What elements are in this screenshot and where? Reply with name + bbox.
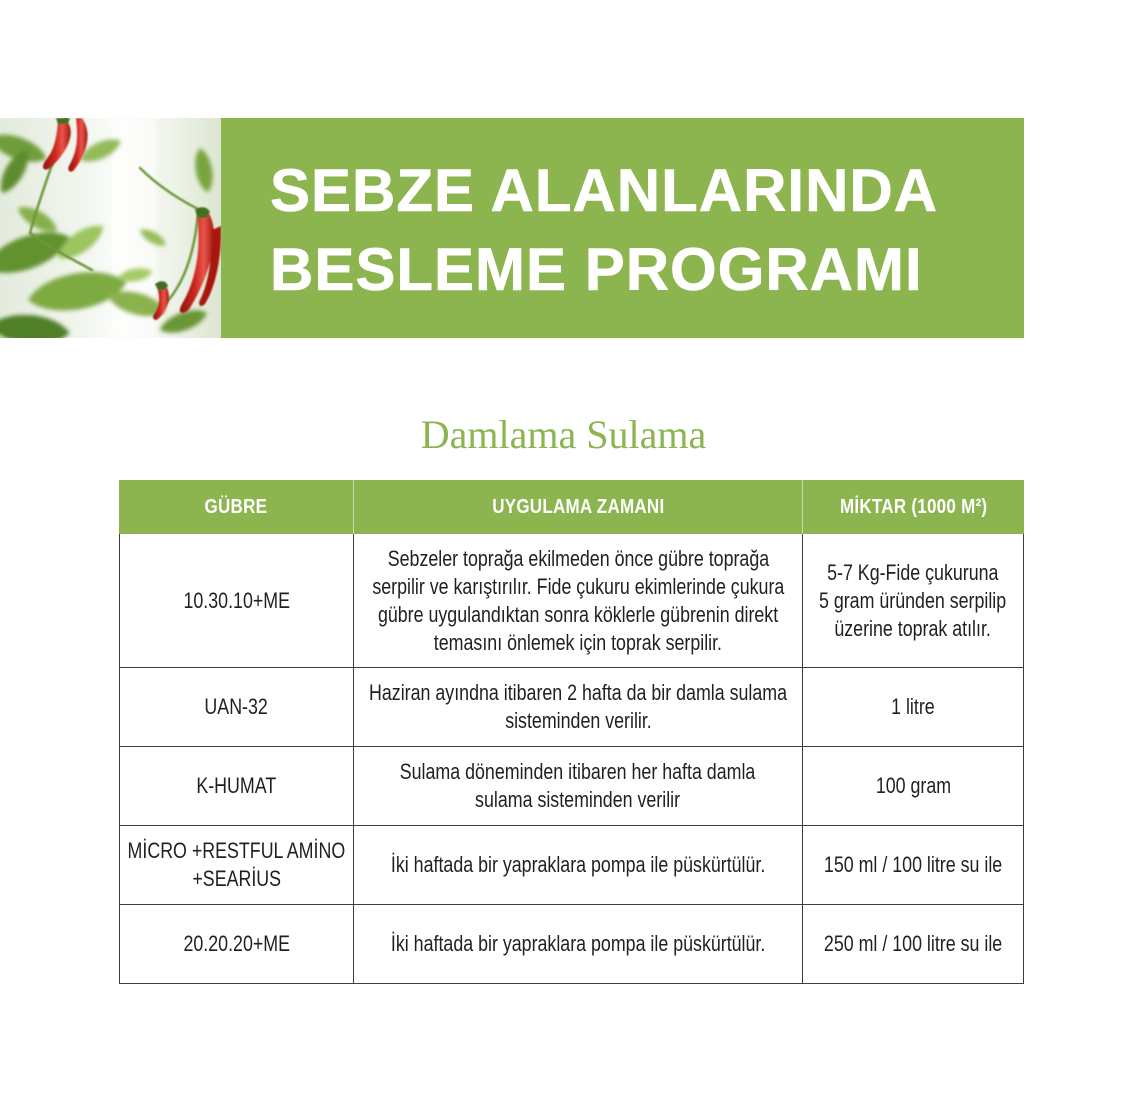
column-header-application-time: UYGULAMA ZAMANI	[354, 480, 803, 534]
column-header-amount: MİKTAR (1000 M²)	[839, 495, 988, 518]
page-title-line-1: SEBZE ALANLARINDA	[270, 157, 939, 224]
amount-cell	[803, 534, 1024, 668]
fertilizer-name: MİCRO +RESTFUL AMİNO	[127, 838, 346, 863]
fertilizer-cell	[119, 826, 354, 905]
amount-cell	[803, 668, 1024, 747]
page-title-line-2: BESLEME PROGRAMI	[270, 236, 923, 303]
pepper-plant-photo	[0, 118, 221, 338]
table-row	[119, 905, 1024, 984]
table-row	[119, 668, 1024, 747]
application-text-line: sisteminden verilir.	[504, 708, 652, 733]
amount-text-line: 100 gram	[875, 773, 951, 798]
feeding-program-table	[119, 480, 1024, 984]
fertilizer-cell	[119, 905, 354, 984]
application-text-line: Sebzeler toprağa ekilmeden önce gübre toprağa	[387, 545, 769, 571]
application-text-line: serpilir ve karıştırılır. Fide çukuru ekimlerinde çukura	[372, 573, 784, 599]
application-text-line: Haziran ayındna itibaren 2 hafta da bir damla sulama	[368, 680, 788, 705]
amount-text-line: üzerine toprak atılır.	[834, 615, 992, 641]
fertilizer-cell	[119, 668, 354, 747]
amount-text-line: 150 ml / 100 litre su ile	[823, 852, 1003, 877]
application-time-cell	[354, 668, 803, 747]
table-row	[119, 826, 1024, 905]
fertilizer-name: UAN-32	[204, 694, 269, 719]
application-text-line: İki haftada bir yapraklara pompa ile püskürtülür.	[390, 931, 766, 956]
application-text-line: sulama sisteminden verilir	[475, 787, 681, 812]
amount-text-line: 250 ml / 100 litre su ile	[823, 931, 1003, 956]
table-row	[119, 747, 1024, 826]
application-time-cell	[354, 747, 803, 826]
table-header-row	[119, 480, 1024, 534]
table-row	[119, 534, 1024, 668]
banner-photo	[0, 118, 221, 338]
application-time-cell	[354, 826, 803, 905]
amount-text-line: 5 gram üründen serpilip	[819, 587, 1007, 613]
amount-cell	[803, 826, 1024, 905]
fertilizer-name: 10.30.10+ME	[183, 587, 290, 613]
application-text-line: gübre uygulandıktan sonra köklerle gübrenin direkt	[377, 601, 779, 627]
amount-text-line: 1 litre	[891, 694, 935, 719]
application-time-cell	[354, 905, 803, 984]
amount-text-line: 5-7 Kg-Fide çukuruna	[827, 559, 999, 585]
application-time-cell	[354, 534, 803, 668]
fertilizer-cell	[119, 747, 354, 826]
fertilizer-name: 20.20.20+ME	[183, 931, 290, 956]
section-title: Damlama Sulama	[420, 412, 707, 457]
fertilizer-name: K-HUMAT	[196, 773, 277, 798]
fertilizer-name: +SEARİUS	[192, 866, 281, 891]
application-text-line: temasını önlemek için toprak serpilir.	[433, 629, 723, 655]
page-title	[270, 151, 938, 309]
application-text-line: Sulama döneminden itibaren her hafta damla	[400, 759, 756, 784]
application-text-line: İki haftada bir yapraklara pompa ile püskürtülür.	[390, 852, 766, 877]
fertilizer-cell	[119, 534, 354, 668]
amount-cell	[803, 905, 1024, 984]
column-header-fertilizer: GÜBRE	[119, 480, 354, 534]
amount-cell	[803, 747, 1024, 826]
pepper-calyx	[56, 118, 70, 124]
